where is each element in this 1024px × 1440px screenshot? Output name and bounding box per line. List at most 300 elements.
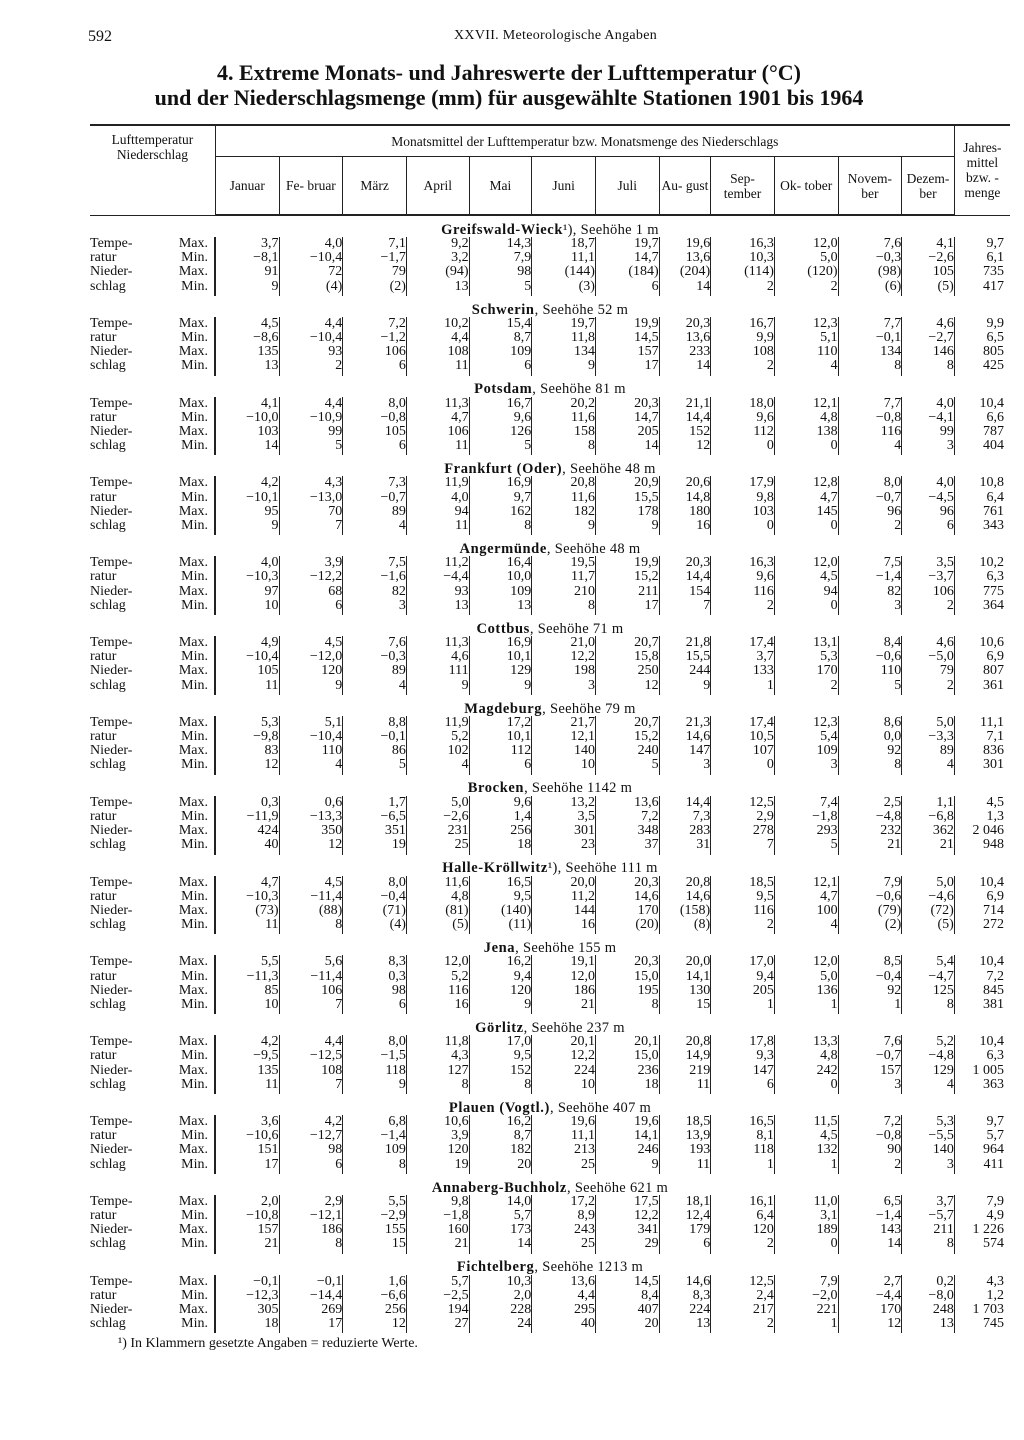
value-cell: 1,6 <box>343 1275 407 1289</box>
value-cell: 11 <box>406 519 469 535</box>
value-cell: 8,7 <box>469 1129 532 1143</box>
row-label-word: ratur <box>90 1128 117 1144</box>
value-cell: 14,9 <box>659 1049 711 1063</box>
value-cell: 3,6 <box>215 1115 279 1129</box>
row-label-kind: Max. <box>178 1222 208 1238</box>
value-cell: 20,3 <box>659 317 711 331</box>
row-label <box>90 251 215 265</box>
footnote: ¹) In Klammern gesetzte Angaben = reduzierte Werte. <box>118 1336 418 1351</box>
table-row <box>90 1129 1010 1143</box>
station-elevation: , Seehöhe 71 m <box>529 620 624 637</box>
value-cell: 10,6 <box>406 1115 469 1129</box>
station-name: Annaberg-Buchholz <box>431 1179 567 1196</box>
value-cell: 16 <box>659 519 711 535</box>
value-cell: 152 <box>469 1064 532 1078</box>
station-header <box>90 535 1010 556</box>
station-header <box>90 775 1010 796</box>
value-cell: 8,6 <box>838 716 902 730</box>
value-cell: 2 <box>902 599 955 615</box>
value-cell: 278 <box>711 824 775 838</box>
value-cell: 14,6 <box>659 1275 711 1289</box>
value-cell: 9,2 <box>406 237 469 251</box>
value-cell: 348 <box>595 824 659 838</box>
row-label-kind: Min. <box>181 1076 208 1092</box>
value-cell: 425 <box>954 359 1010 375</box>
row-label-word: schlag <box>90 677 126 693</box>
value-cell: −0,3 <box>838 251 902 265</box>
value-cell: 7,2 <box>954 970 1010 984</box>
value-cell: 424 <box>215 824 279 838</box>
value-cell: 0 <box>711 519 775 535</box>
value-cell: 2 <box>711 599 775 615</box>
row-label-kind: Min. <box>181 968 208 984</box>
value-cell: 186 <box>532 984 596 998</box>
value-cell: 182 <box>469 1143 532 1157</box>
value-cell: 9,8 <box>711 491 775 505</box>
value-cell: 7 <box>279 519 343 535</box>
value-cell: −10,3 <box>215 570 279 584</box>
value-cell: 5 <box>343 758 407 774</box>
row-label-kind: Max. <box>178 954 208 970</box>
value-cell: 15,0 <box>595 1049 659 1063</box>
value-cell: −6,8 <box>902 810 955 824</box>
station-elevation: , Seehöhe 48 m <box>546 541 641 558</box>
table-row <box>90 345 1010 359</box>
row-label-word: schlag <box>90 1236 126 1252</box>
station-elevation: , Seehöhe 52 m <box>534 301 629 318</box>
value-cell: 13,1 <box>774 636 838 650</box>
row-label-word: schlag <box>90 1316 126 1332</box>
value-cell: 9 <box>215 519 279 535</box>
table-row <box>90 796 1010 810</box>
value-cell: 8,0 <box>343 876 407 890</box>
value-cell: 82 <box>838 585 902 599</box>
month-header: Mai <box>469 157 532 216</box>
row-label-kind: Max. <box>178 344 208 360</box>
value-cell: 5,3 <box>902 1115 955 1129</box>
value-cell: 364 <box>954 599 1010 615</box>
row-label-kind: Max. <box>178 1273 208 1289</box>
row-label <box>90 556 215 570</box>
value-cell: (88) <box>279 904 343 918</box>
value-cell: 10,3 <box>469 1275 532 1289</box>
value-cell: 11 <box>215 679 279 695</box>
value-cell: 9 <box>406 679 469 695</box>
value-cell: 17,0 <box>711 955 775 969</box>
station-header-row <box>90 1014 1010 1035</box>
value-cell: 4,7 <box>215 876 279 890</box>
value-cell: 13,6 <box>659 331 711 345</box>
station-name: Schwerin <box>471 301 535 318</box>
value-cell: 10,0 <box>469 570 532 584</box>
row-label-kind: Max. <box>178 1193 208 1209</box>
row-label-kind: Min. <box>181 1156 208 1172</box>
row-label-word: schlag <box>90 1076 126 1092</box>
row-label-word: schlag <box>90 278 126 294</box>
value-cell: 361 <box>954 679 1010 695</box>
value-cell: 1 <box>774 1158 838 1174</box>
value-cell: 2,9 <box>711 810 775 824</box>
value-cell: 2 <box>279 359 343 375</box>
row-label <box>90 1035 215 1049</box>
value-cell: 11 <box>215 1078 279 1094</box>
value-cell: 205 <box>595 425 659 439</box>
row-label-word: ratur <box>90 250 117 266</box>
row-label-word: Nieder- <box>90 583 133 599</box>
value-cell: 16,9 <box>469 476 532 490</box>
station-name: Angermünde <box>459 541 547 558</box>
value-cell: 120 <box>406 1143 469 1157</box>
row-label-word: Nieder- <box>90 1142 133 1158</box>
title-line-2: und der Niederschlagsmenge (mm) für ausgewählte Stationen 1901 bis 1964 <box>154 85 864 110</box>
value-cell: 89 <box>343 505 407 519</box>
table-row <box>90 556 1010 570</box>
value-cell: 120 <box>469 984 532 998</box>
value-cell: 4,7 <box>774 890 838 904</box>
value-cell: 94 <box>406 505 469 519</box>
value-cell: 12,3 <box>774 317 838 331</box>
station-header-row <box>90 775 1010 796</box>
value-cell: 6,5 <box>954 331 1010 345</box>
value-cell: 8 <box>902 1237 955 1253</box>
month-header: April <box>406 157 469 216</box>
value-cell: 194 <box>406 1303 469 1317</box>
value-cell: 144 <box>532 904 596 918</box>
row-label-word: Tempe- <box>90 555 133 571</box>
page-number: 592 <box>88 28 112 45</box>
value-cell: −4,1 <box>902 411 955 425</box>
value-cell: 13,6 <box>659 251 711 265</box>
row-label <box>90 505 215 519</box>
station-header-row <box>90 215 1010 237</box>
value-cell: 109 <box>469 585 532 599</box>
value-cell: 12 <box>343 1317 407 1333</box>
value-cell: 7,6 <box>838 1035 902 1049</box>
value-cell: (5) <box>406 918 469 934</box>
value-cell: 108 <box>711 345 775 359</box>
month-header: Novem- ber <box>838 157 902 216</box>
value-cell: 8 <box>469 519 532 535</box>
row-label-word: Tempe- <box>90 395 133 411</box>
value-cell: 3,7 <box>215 237 279 251</box>
value-cell: 8 <box>279 1237 343 1253</box>
value-cell: 12 <box>215 758 279 774</box>
row-label <box>90 1209 215 1223</box>
value-cell: 18 <box>215 1317 279 1333</box>
value-cell: 103 <box>711 505 775 519</box>
value-cell: 195 <box>595 984 659 998</box>
value-cell: 12 <box>279 838 343 854</box>
value-cell: 6 <box>595 280 659 296</box>
row-label-kind: Min. <box>181 1207 208 1223</box>
value-cell: (184) <box>595 265 659 279</box>
value-cell: 2 <box>902 679 955 695</box>
value-cell: 10,6 <box>954 636 1010 650</box>
value-cell: 219 <box>659 1064 711 1078</box>
row-label-kind: Max. <box>178 1142 208 1158</box>
value-cell: 21 <box>215 1237 279 1253</box>
value-cell: 11,1 <box>954 716 1010 730</box>
value-cell: 21,1 <box>659 397 711 411</box>
value-cell: 18,5 <box>711 876 775 890</box>
value-cell: −12,7 <box>279 1129 343 1143</box>
value-cell: 351 <box>343 824 407 838</box>
station-name: Halle-Kröllwitz <box>442 860 548 877</box>
value-cell: 68 <box>279 585 343 599</box>
value-cell: 1 <box>711 1158 775 1174</box>
value-cell: 9 <box>532 359 596 375</box>
value-cell: 11,9 <box>406 716 469 730</box>
value-cell: 17,4 <box>711 636 775 650</box>
value-cell: 5,0 <box>406 796 469 810</box>
month-header: Sep- tember <box>711 157 775 216</box>
value-cell: 10,1 <box>469 730 532 744</box>
month-header: Januar <box>215 157 279 216</box>
row-label-word: Nieder- <box>90 1062 133 1078</box>
table-row <box>90 1275 1010 1289</box>
value-cell: (114) <box>711 265 775 279</box>
value-cell: 14,6 <box>659 890 711 904</box>
value-cell: 4 <box>343 679 407 695</box>
row-label-kind: Min. <box>181 489 208 505</box>
row-label-kind: Max. <box>178 475 208 491</box>
value-cell: −10,3 <box>215 890 279 904</box>
value-cell: 158 <box>532 425 596 439</box>
table-row <box>90 359 1010 375</box>
row-label-kind: Min. <box>181 808 208 824</box>
value-cell: 16,1 <box>711 1195 775 1209</box>
value-cell: 5,4 <box>902 955 955 969</box>
table-row <box>90 890 1010 904</box>
value-cell: 9,5 <box>711 890 775 904</box>
value-cell: 8,0 <box>838 476 902 490</box>
value-cell: 11 <box>215 918 279 934</box>
row-label <box>90 650 215 664</box>
value-cell: −6,6 <box>343 1289 407 1303</box>
value-cell: 12,2 <box>532 650 596 664</box>
table-row <box>90 1303 1010 1317</box>
station-name: Cottbus <box>476 620 530 637</box>
value-cell: 0,2 <box>902 1275 955 1289</box>
value-cell: 160 <box>406 1223 469 1237</box>
value-cell: 94 <box>774 585 838 599</box>
climate-table <box>90 124 1010 1333</box>
table-row <box>90 570 1010 584</box>
value-cell: 0,3 <box>215 796 279 810</box>
value-cell: 305 <box>215 1303 279 1317</box>
value-cell: 4,4 <box>406 331 469 345</box>
row-label <box>90 1115 215 1129</box>
value-cell: 5,2 <box>406 730 469 744</box>
value-cell: 145 <box>774 505 838 519</box>
station-name: Magdeburg <box>464 700 543 717</box>
value-cell: 11 <box>406 359 469 375</box>
value-cell: −2,6 <box>406 810 469 824</box>
value-cell: 7,3 <box>659 810 711 824</box>
value-cell: −10,4 <box>279 331 343 345</box>
station-name: Brocken <box>467 780 525 797</box>
value-cell: 845 <box>954 984 1010 998</box>
value-cell: 5,7 <box>469 1209 532 1223</box>
row-label-word: schlag <box>90 518 126 534</box>
value-cell: 16,7 <box>711 317 775 331</box>
value-cell: 301 <box>532 824 596 838</box>
value-cell: 7,9 <box>469 251 532 265</box>
value-cell: 9 <box>595 519 659 535</box>
month-header: Fe- bruar <box>279 157 343 216</box>
table-row <box>90 904 1010 918</box>
value-cell: 8,1 <box>711 1129 775 1143</box>
value-cell: 2 <box>711 280 775 296</box>
row-label-word: Nieder- <box>90 663 133 679</box>
table-row <box>90 599 1010 615</box>
value-cell: 4 <box>902 1078 955 1094</box>
value-cell: 2 046 <box>954 824 1010 838</box>
value-cell: 17,5 <box>595 1195 659 1209</box>
row-label-word: Nieder- <box>90 743 133 759</box>
row-label <box>90 824 215 838</box>
row-label <box>90 476 215 490</box>
value-cell: 5,0 <box>774 970 838 984</box>
value-cell: 12,2 <box>595 1209 659 1223</box>
value-cell: 10,2 <box>954 556 1010 570</box>
value-cell: 170 <box>595 904 659 918</box>
station-name: Plauen (Vogtl.) <box>448 1099 550 1116</box>
value-cell: 21,3 <box>659 716 711 730</box>
value-cell: 134 <box>838 345 902 359</box>
value-cell: 12 <box>659 439 711 455</box>
row-label-kind: Max. <box>178 424 208 440</box>
value-cell: 217 <box>711 1303 775 1317</box>
row-label-kind: Min. <box>181 250 208 266</box>
value-cell: 17,4 <box>711 716 775 730</box>
table-row <box>90 476 1010 490</box>
value-cell: 5,3 <box>774 650 838 664</box>
value-cell: 110 <box>774 345 838 359</box>
value-cell: 17 <box>595 599 659 615</box>
value-cell: 3 <box>774 758 838 774</box>
value-cell: (71) <box>343 904 407 918</box>
value-cell: 4,0 <box>902 397 955 411</box>
value-cell: 242 <box>774 1064 838 1078</box>
value-cell: 72 <box>279 265 343 279</box>
value-cell: 9,9 <box>711 331 775 345</box>
value-cell: 8,8 <box>343 716 407 730</box>
table-row <box>90 425 1010 439</box>
value-cell: 136 <box>774 984 838 998</box>
value-cell: 19,9 <box>595 556 659 570</box>
station-elevation: , Seehöhe 79 m <box>542 700 636 717</box>
station-header-row <box>90 855 1010 876</box>
value-cell: 13,3 <box>774 1035 838 1049</box>
value-cell: 16 <box>406 998 469 1014</box>
value-cell: 411 <box>954 1158 1010 1174</box>
row-label-word: Nieder- <box>90 902 133 918</box>
station-elevation: , Seehöhe 48 m <box>562 461 656 478</box>
value-cell: 240 <box>595 744 659 758</box>
value-cell: 70 <box>279 505 343 519</box>
value-cell: 4,8 <box>774 411 838 425</box>
value-cell: 14,4 <box>659 570 711 584</box>
value-cell: 151 <box>215 1143 279 1157</box>
value-cell: 13 <box>469 599 532 615</box>
value-cell: 95 <box>215 505 279 519</box>
value-cell: 3 <box>838 1078 902 1094</box>
row-label <box>90 970 215 984</box>
value-cell: −0,4 <box>838 970 902 984</box>
month-header: März <box>343 157 407 216</box>
value-cell: 170 <box>838 1303 902 1317</box>
value-cell: 11 <box>406 439 469 455</box>
value-cell: 4,0 <box>279 237 343 251</box>
value-cell: 9,6 <box>711 411 775 425</box>
value-cell: 13 <box>406 599 469 615</box>
table-row <box>90 439 1010 455</box>
row-label-word: ratur <box>90 489 117 505</box>
value-cell: −10,9 <box>279 411 343 425</box>
row-label <box>90 359 215 375</box>
value-cell: 4,2 <box>215 476 279 490</box>
table-row <box>90 1289 1010 1303</box>
row-label <box>90 904 215 918</box>
value-cell: 10,8 <box>954 476 1010 490</box>
value-cell: 109 <box>469 345 532 359</box>
table-row <box>90 317 1010 331</box>
value-cell: 17 <box>215 1158 279 1174</box>
row-label <box>90 744 215 758</box>
row-label-word: Nieder- <box>90 982 133 998</box>
value-cell: 9 <box>343 1078 407 1094</box>
value-cell: 11,5 <box>774 1115 838 1129</box>
value-cell: 2 <box>774 280 838 296</box>
value-cell: 14,5 <box>595 331 659 345</box>
value-cell: −14,4 <box>279 1289 343 1303</box>
value-cell: 4,4 <box>279 317 343 331</box>
value-cell: 20,3 <box>659 556 711 570</box>
station-name: Jena <box>483 940 516 957</box>
value-cell: −2,7 <box>902 331 955 345</box>
value-cell: 12 <box>838 1317 902 1333</box>
value-cell: 4,1 <box>902 237 955 251</box>
value-cell: 3,5 <box>532 810 596 824</box>
value-cell: 3 <box>902 1158 955 1174</box>
row-label <box>90 1049 215 1063</box>
value-cell: 6 <box>469 758 532 774</box>
value-cell: 17 <box>279 1317 343 1333</box>
row-label <box>90 237 215 251</box>
value-cell: 1 <box>711 998 775 1014</box>
row-label-kind: Min. <box>181 518 208 534</box>
station-header <box>90 934 1010 955</box>
value-cell: 5,2 <box>902 1035 955 1049</box>
table-row <box>90 1143 1010 1157</box>
value-cell: 116 <box>838 425 902 439</box>
value-cell: −10,4 <box>279 251 343 265</box>
value-cell: 20,7 <box>595 716 659 730</box>
value-cell: 6,4 <box>711 1209 775 1223</box>
value-cell: 19,5 <box>532 556 596 570</box>
value-cell: −2,6 <box>902 251 955 265</box>
value-cell: 5 <box>469 439 532 455</box>
value-cell: 7,9 <box>774 1275 838 1289</box>
value-cell: 4 <box>279 758 343 774</box>
row-label-word: schlag <box>90 1156 126 1172</box>
row-label-kind: Min. <box>181 1128 208 1144</box>
value-cell: 10,4 <box>954 397 1010 411</box>
value-cell: 96 <box>902 505 955 519</box>
value-cell: 243 <box>532 1223 596 1237</box>
value-cell: 250 <box>595 664 659 678</box>
